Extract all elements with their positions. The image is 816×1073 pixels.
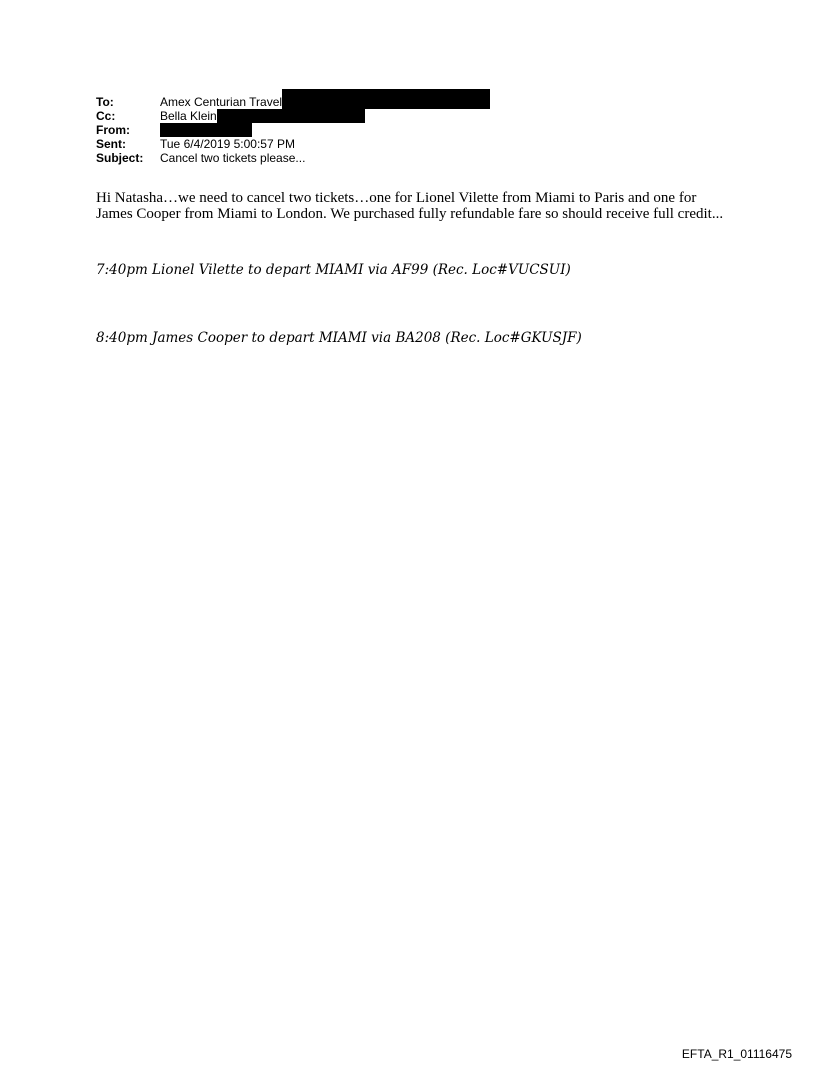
flight-line-1: 7:40pm Lionel Vilette to depart MIAMI via AF99 (Rec. Loc#VUCSUI)	[96, 262, 571, 278]
email-body-paragraph: Hi Natasha…we need to cancel two tickets…one for Lionel Vilette from Miami to Paris and one for James Cooper from Miami to London. We purchased fully refundable fare so should receive full credit...	[96, 190, 724, 222]
cc-value-wrap	[160, 109, 365, 123]
to-row	[96, 95, 490, 109]
from-row	[96, 123, 490, 137]
to-value: Amex Centurian Travel	[160, 95, 283, 109]
redaction-block	[217, 109, 365, 123]
cc-label: Cc:	[96, 109, 116, 123]
sent-value: Tue 6/4/2019 5:00:57 PM	[160, 137, 295, 151]
to-value-wrap	[160, 95, 490, 109]
redaction-block	[160, 123, 252, 137]
to-label: To:	[96, 95, 114, 109]
redaction-block	[282, 89, 490, 109]
sent-label: Sent:	[96, 137, 126, 151]
flight-line-2: 8:40pm James Cooper to depart MIAMI via BA208 (Rec. Loc#GKUSJF)	[96, 330, 582, 346]
cc-value: Bella Klein	[160, 109, 217, 123]
sent-row	[96, 137, 490, 151]
from-label: From:	[96, 123, 130, 137]
cc-row	[96, 109, 490, 123]
subject-value: Cancel two tickets please...	[160, 151, 306, 165]
subject-label: Subject:	[96, 151, 144, 165]
document-id: EFTA_R1_01116475	[681, 1047, 792, 1061]
email-header	[96, 95, 490, 165]
subject-row	[96, 151, 490, 165]
from-value-wrap	[160, 123, 252, 137]
